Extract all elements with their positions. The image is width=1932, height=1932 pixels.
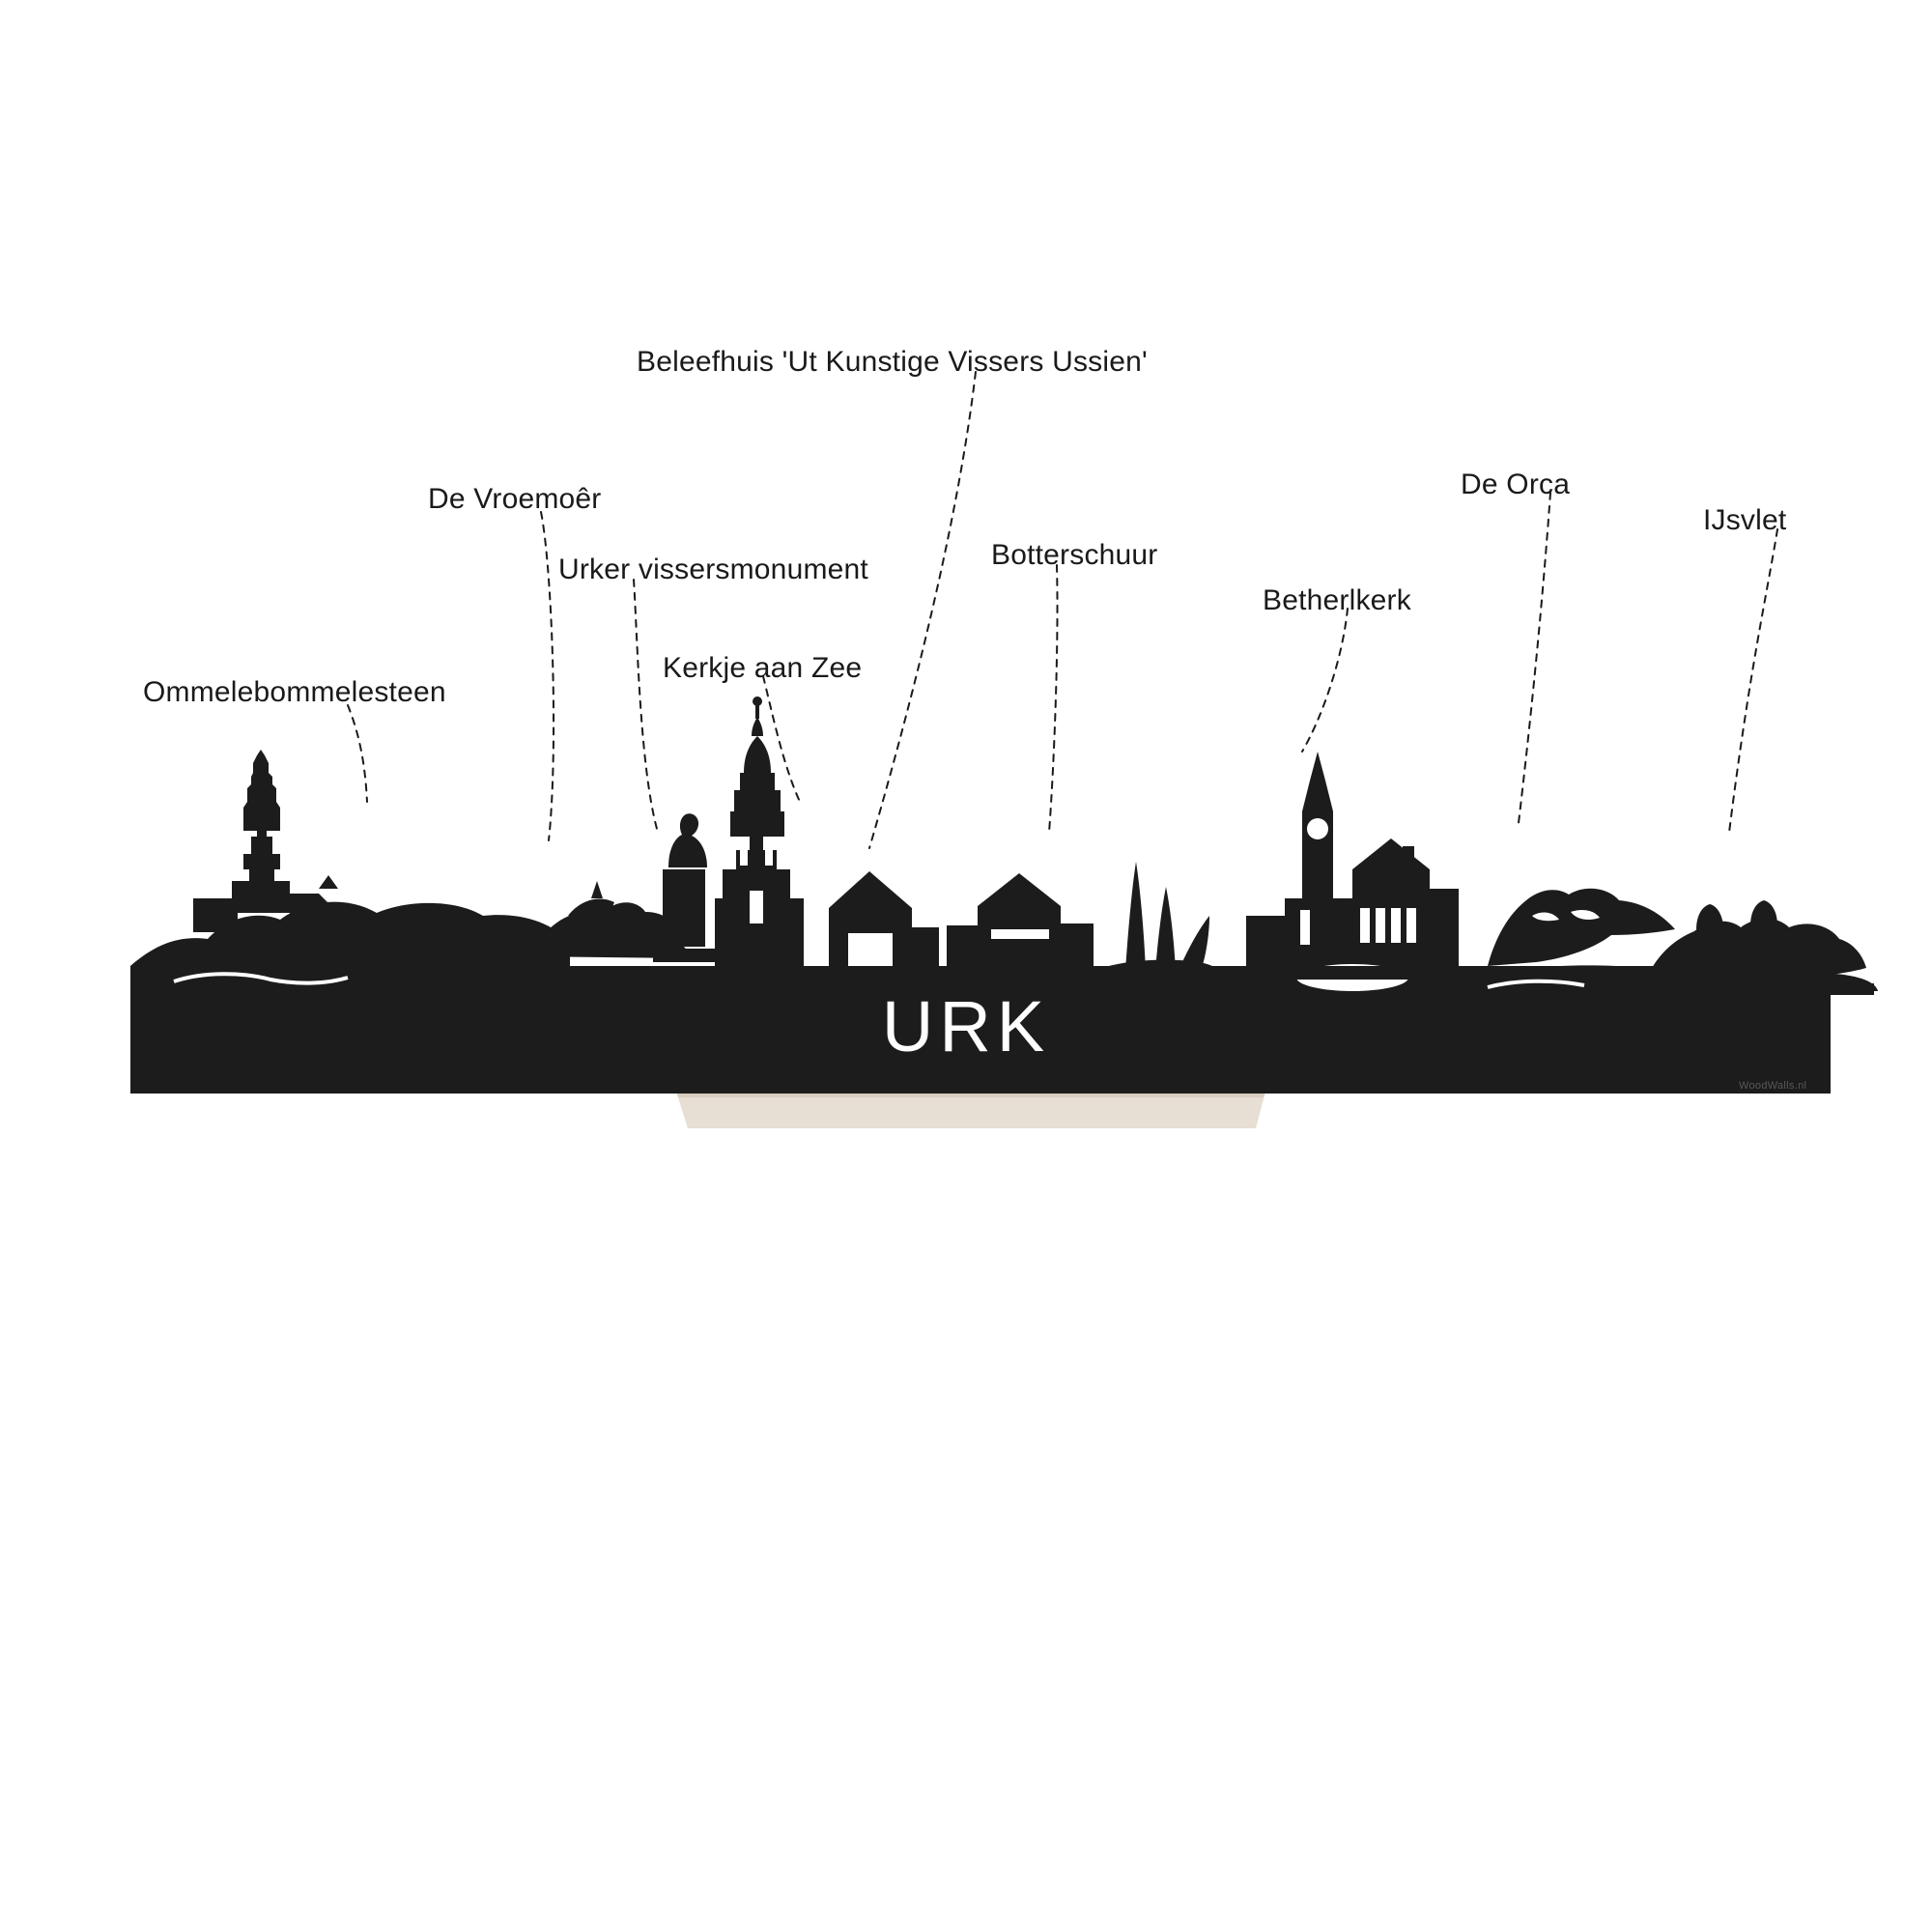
leader-lines bbox=[348, 372, 1777, 848]
brand-watermark: WoodWalls.nl bbox=[1739, 1080, 1807, 1092]
wooden-base-stand bbox=[676, 1092, 1265, 1128]
leader-beleefhuis bbox=[869, 372, 976, 848]
label-de-orca: De Orca bbox=[1461, 469, 1571, 500]
label-urker-vissersmonument: Urker vissersmonument bbox=[558, 554, 868, 585]
svg-text:URK: URK bbox=[881, 986, 1051, 1066]
label-de-vroemoer: De Vroemoêr bbox=[428, 483, 602, 515]
label-betherlkerk: Betherlkerk bbox=[1263, 584, 1411, 616]
label-kerkje-aan-zee: Kerkje aan Zee bbox=[663, 652, 863, 684]
leader-ommelebommelesteen bbox=[348, 705, 367, 802]
leader-betherlkerk bbox=[1302, 609, 1348, 752]
label-ommelebommelesteen: Ommelebommelesteen bbox=[143, 676, 446, 708]
leader-botterschuur bbox=[1049, 565, 1058, 833]
leader-de-vroemoer bbox=[541, 512, 554, 840]
leader-de-orca bbox=[1519, 493, 1550, 823]
leader-ijsvlet bbox=[1729, 529, 1777, 833]
label-beleefhuis: Beleefhuis 'Ut Kunstige Vissers Ussien' bbox=[637, 346, 1148, 378]
label-botterschuur: Botterschuur bbox=[991, 539, 1158, 571]
leader-urker-vissersmonument bbox=[634, 580, 657, 829]
urk-lettering bbox=[882, 986, 1050, 1066]
label-ijsvlet: IJsvlet bbox=[1703, 504, 1787, 536]
